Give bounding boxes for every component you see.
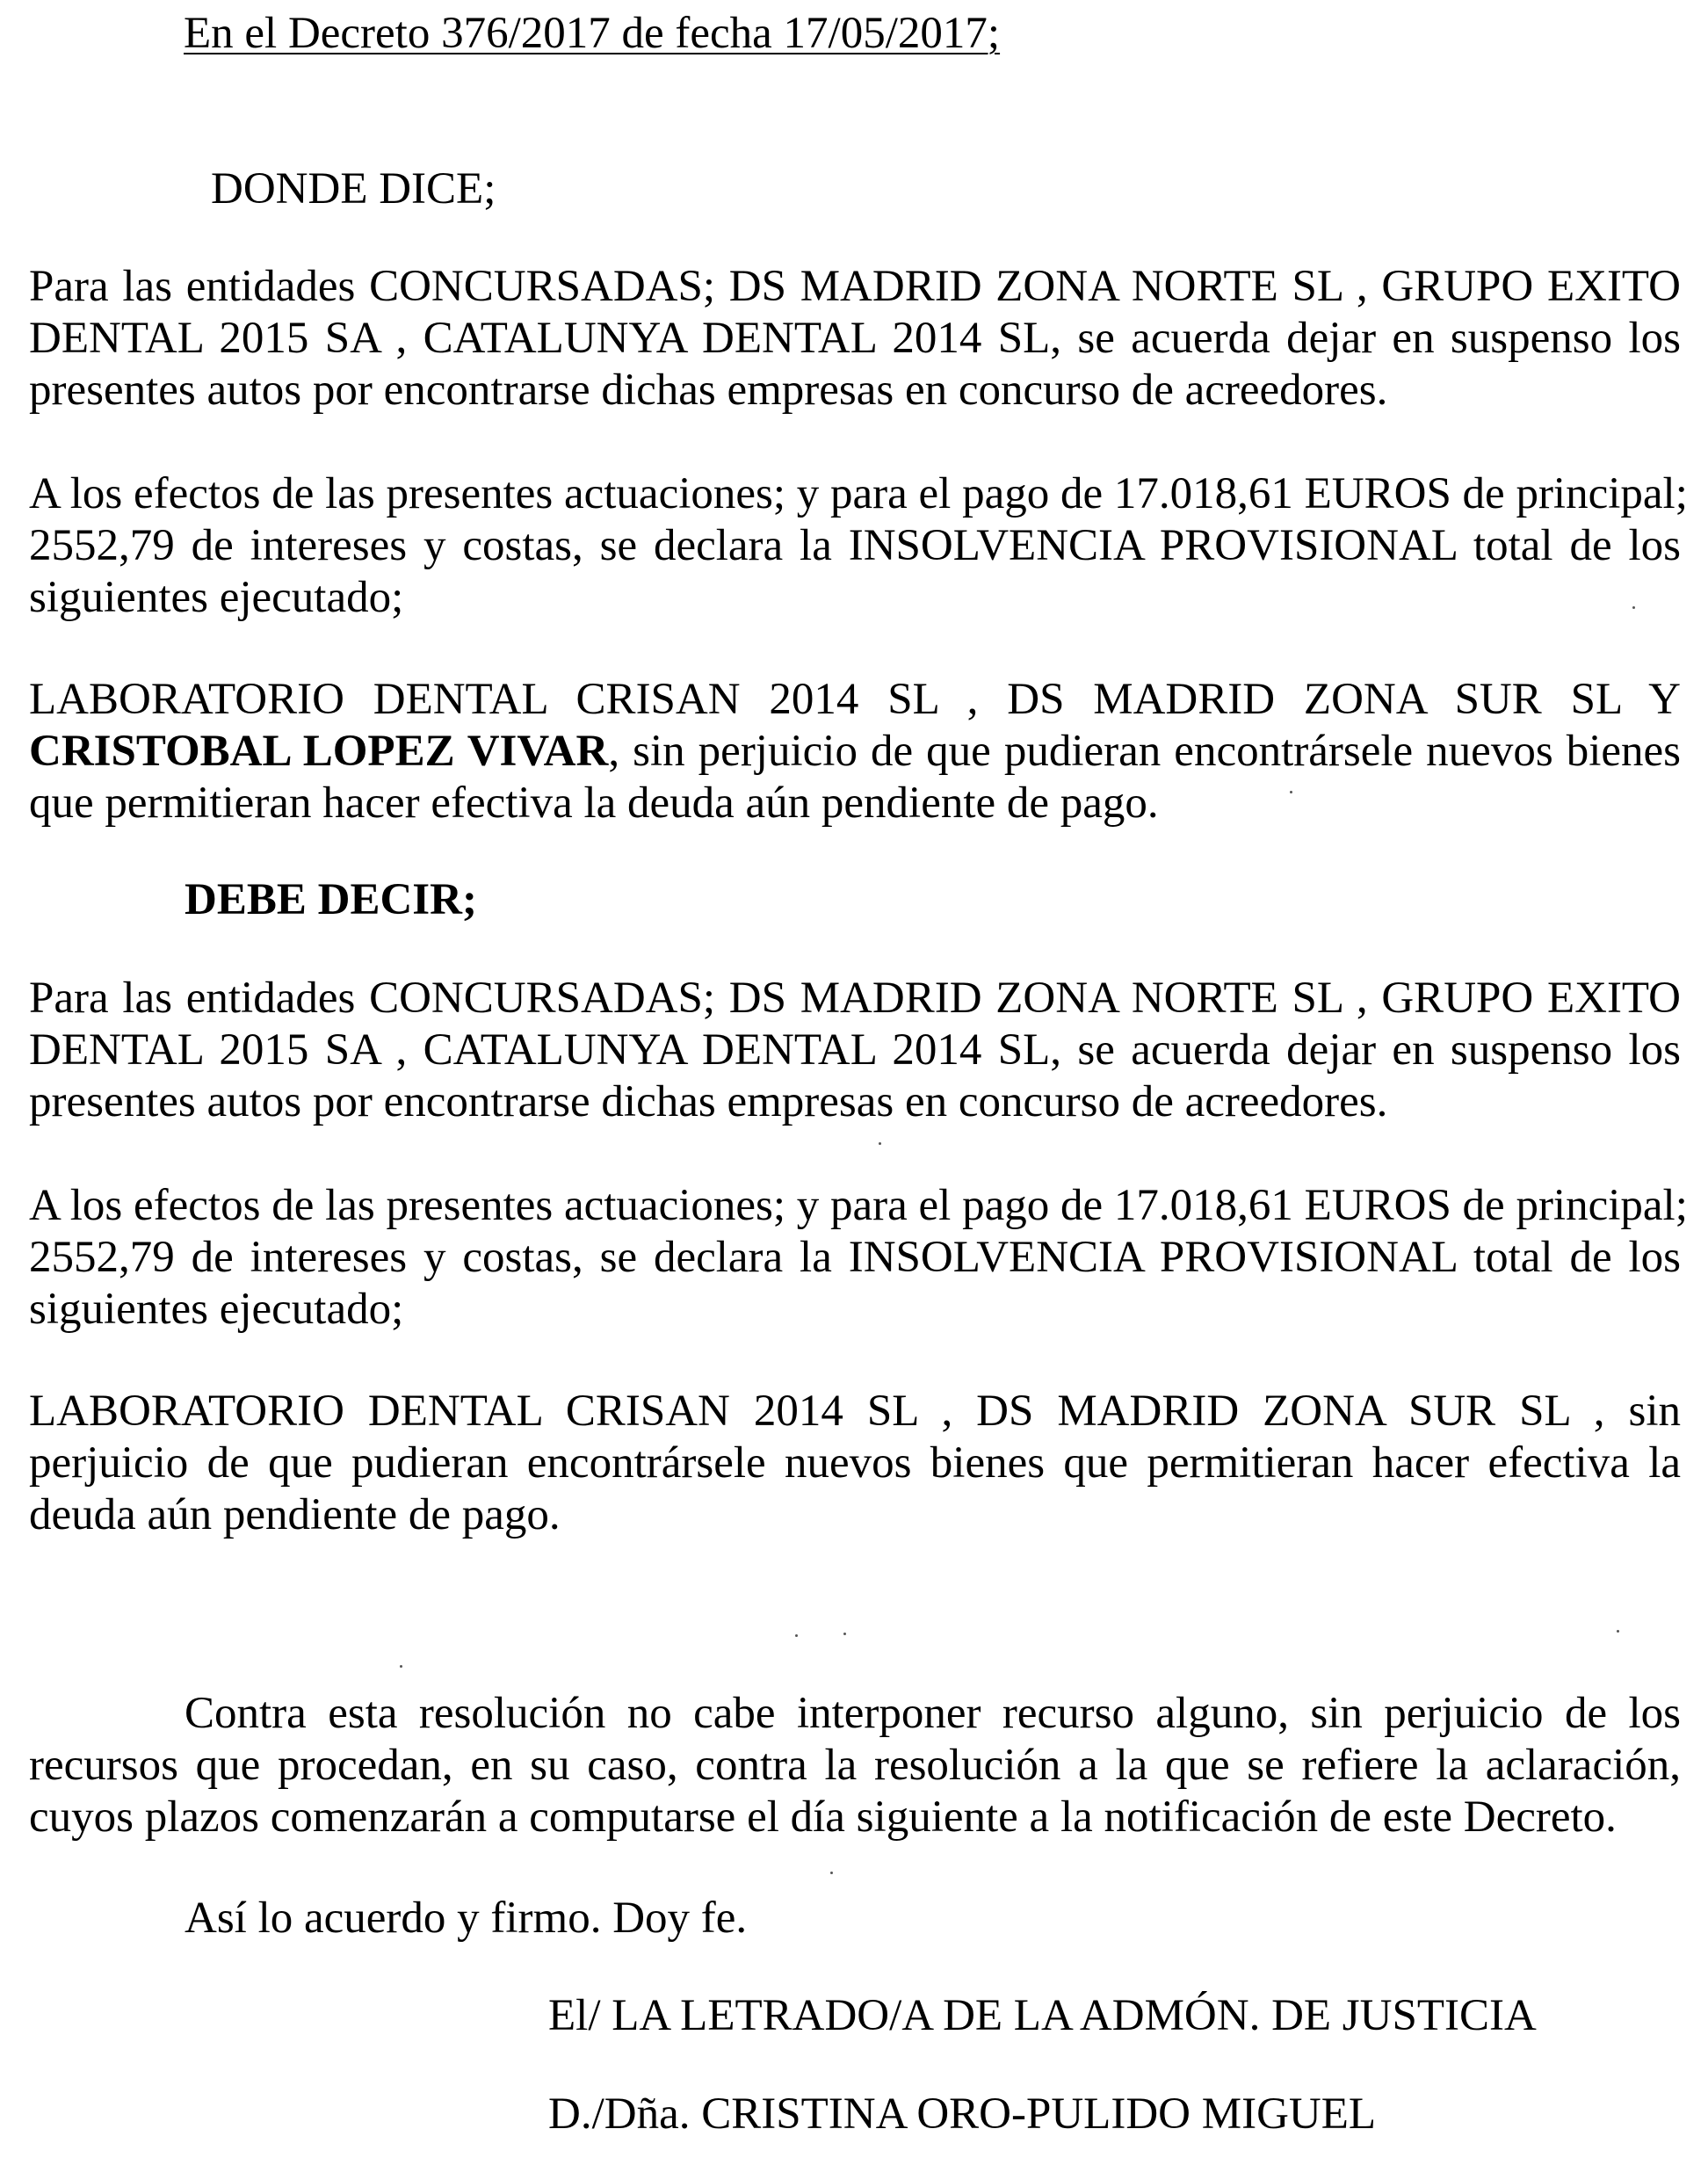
donde-dice-p1-line2: DENTAL 2015 SA , CATALUNYA DENTAL 2014 SL, se acuerda dejar en suspenso los <box>29 314 1681 363</box>
debe-decir-heading: DEBE DECIR; <box>185 875 477 924</box>
donde-dice-heading: DONDE DICE; <box>211 164 496 214</box>
ejecutado-name-bold: CRISTOBAL LOPEZ VIVAR <box>29 727 609 776</box>
debe-decir-p3-line3: deuda aún pendiente de pago. <box>29 1490 561 1539</box>
donde-dice-p1-line1: Para las entidades CONCURSADAS; DS MADRID ZONA NORTE SL , GRUPO EXITO <box>29 262 1681 311</box>
firma-line: Así lo acuerdo y firmo. Doy fe. <box>185 1894 748 1943</box>
donde-dice-p2-line2: 2552,79 de intereses y costas, se declara la INSOLVENCIA PROVISIONAL total de los <box>29 521 1681 570</box>
debe-decir-p3-line1: LABORATORIO DENTAL CRISAN 2014 SL , DS MADRID ZONA SUR SL , sin <box>29 1387 1681 1436</box>
scan-speck <box>1617 1630 1619 1633</box>
donde-dice-p2-line1: A los efectos de las presentes actuaciones; y para el pago de 17.018,61 EUROS de principal; <box>29 469 1688 518</box>
donde-dice-p3-line1: LABORATORIO DENTAL CRISAN 2014 SL , DS MADRID ZONA SUR SL Y <box>29 675 1681 724</box>
recurso-line3: cuyos plazos comenzarán a computarse el día siguiente a la notificación de este Decreto. <box>29 1792 1617 1842</box>
donde-dice-p3-line2-rest: , sin perjuicio de que pudieran encontrársele nuevos bienes <box>608 727 1682 776</box>
signatory-name: D./Dña. CRISTINA ORO-PULIDO MIGUEL <box>548 2089 1377 2139</box>
scan-speck <box>843 1633 846 1635</box>
donde-dice-p3-line2 <box>29 725 1681 778</box>
debe-decir-p3-line2: perjuicio de que pudieran encontrársele nuevos bienes que permitieran hacer efectiva la <box>29 1438 1681 1488</box>
debe-decir-p2-line1: A los efectos de las presentes actuaciones; y para el pago de 17.018,61 EUROS de principal; <box>29 1181 1688 1230</box>
donde-dice-p1-line3: presentes autos por encontrarse dichas empresas en concurso de acreedores. <box>29 366 1388 415</box>
signatory-title: El/ LA LETRADO/A DE LA ADMÓN. DE JUSTICIA <box>548 1991 1537 2040</box>
scan-speck <box>795 1634 798 1637</box>
debe-decir-p2-line2: 2552,79 de intereses y costas, se declara la INSOLVENCIA PROVISIONAL total de los <box>29 1233 1681 1282</box>
donde-dice-p2-line3: siguientes ejecutado; <box>29 573 404 622</box>
recurso-line1: Contra esta resolución no cabe interponer recurso alguno, sin perjuicio de los <box>185 1689 1681 1738</box>
scan-speck <box>1632 606 1635 609</box>
scan-speck <box>400 1665 402 1668</box>
decree-title: En el Decreto 376/2017 de fecha 17/05/2017; <box>184 9 1001 58</box>
debe-decir-p2-line3: siguientes ejecutado; <box>29 1285 404 1334</box>
scan-speck <box>830 1872 833 1874</box>
donde-dice-p3-line3: que permitieran hacer efectiva la deuda aún pendiente de pago. <box>29 778 1159 828</box>
scan-speck <box>1290 791 1292 793</box>
debe-decir-p1-line2: DENTAL 2015 SA , CATALUNYA DENTAL 2014 SL, se acuerda dejar en suspenso los <box>29 1025 1681 1075</box>
debe-decir-p1-line1: Para las entidades CONCURSADAS; DS MADRID ZONA NORTE SL , GRUPO EXITO <box>29 974 1681 1023</box>
debe-decir-p1-line3: presentes autos por encontrarse dichas empresas en concurso de acreedores. <box>29 1077 1388 1126</box>
scan-speck <box>879 1142 881 1145</box>
recurso-line2: recursos que procedan, en su caso, contra la resolución a la que se refiere la aclaración, <box>29 1741 1681 1790</box>
